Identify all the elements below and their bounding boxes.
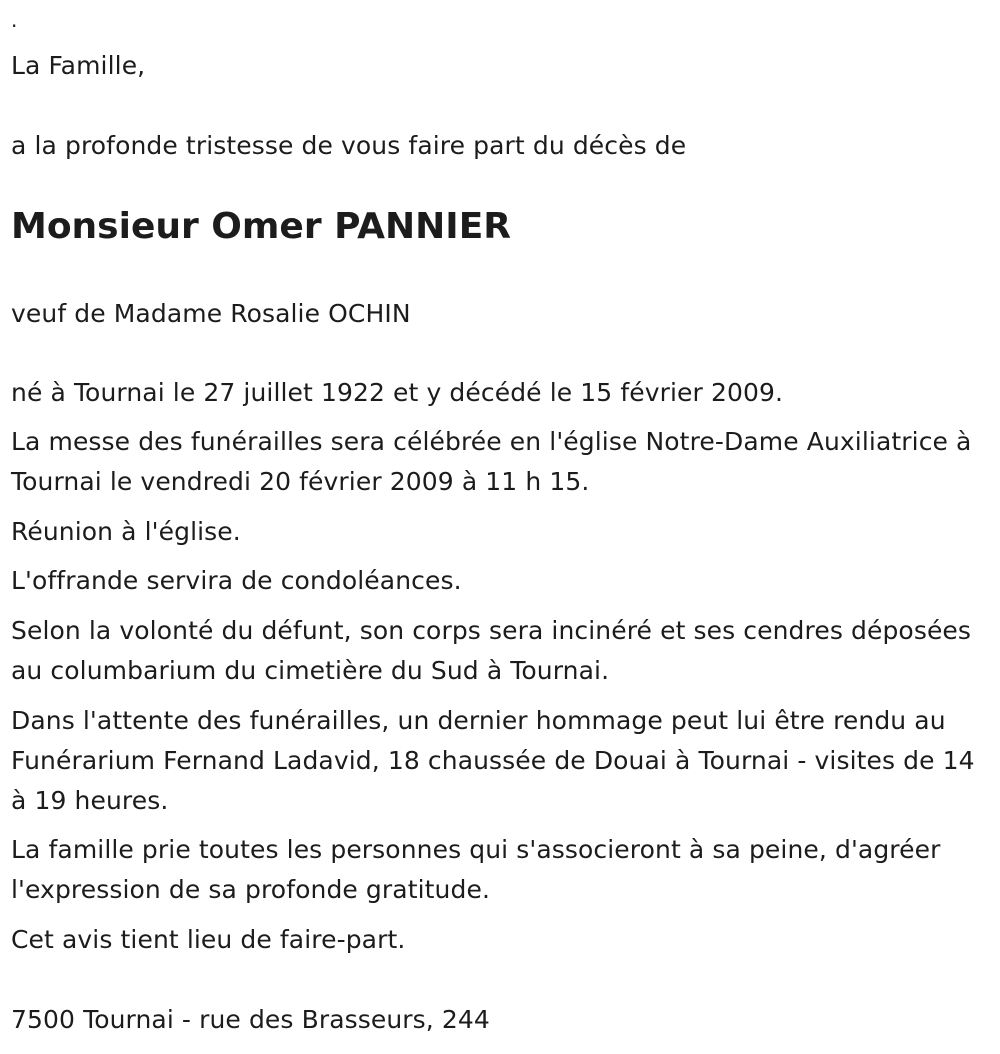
opening-line: La Famille, bbox=[11, 51, 146, 80]
family-address: 7500 Tournai - rue des Brasseurs, 244 bbox=[11, 1005, 490, 1034]
offering-text: L'offrande servira de condoléances. bbox=[11, 566, 462, 595]
birth-death-text: né à Tournai le 27 juillet 1922 et y décédé le 15 février 2009. bbox=[11, 378, 784, 407]
leading-dot: . bbox=[11, 8, 18, 32]
deceased-name: Monsieur Omer PANNIER bbox=[11, 206, 512, 247]
announcement-text: a la profonde tristesse de vous faire part du décès de bbox=[11, 131, 687, 160]
notice-statement: Cet avis tient lieu de faire-part. bbox=[11, 925, 406, 954]
cremation-text: Selon la volonté du défunt, son corps sera incinéré et ses cendres déposées au columbarium du cimetière du Sud à Tournai. bbox=[11, 616, 972, 685]
gratitude-text: La famille prie toutes les personnes qui s'associeront à sa peine, d'agréer l'expression de sa profonde gratitude. bbox=[11, 835, 941, 904]
tribute-text: Dans l'attente des funérailles, un dernier hommage peut lui être rendu au Funérarium Fernand Ladavid, 18 chaussée de Douai à Tournai - visites de 14 à 19 heures. bbox=[11, 706, 975, 815]
meeting-text: Réunion à l'église. bbox=[11, 517, 241, 546]
funeral-mass-text: La messe des funérailles sera célébrée en l'église Notre-Dame Auxiliatrice à Tournai le vendredi 20 février 2009 à 11 h 15. bbox=[11, 427, 972, 496]
spouse-text: veuf de Madame Rosalie OCHIN bbox=[11, 299, 411, 328]
